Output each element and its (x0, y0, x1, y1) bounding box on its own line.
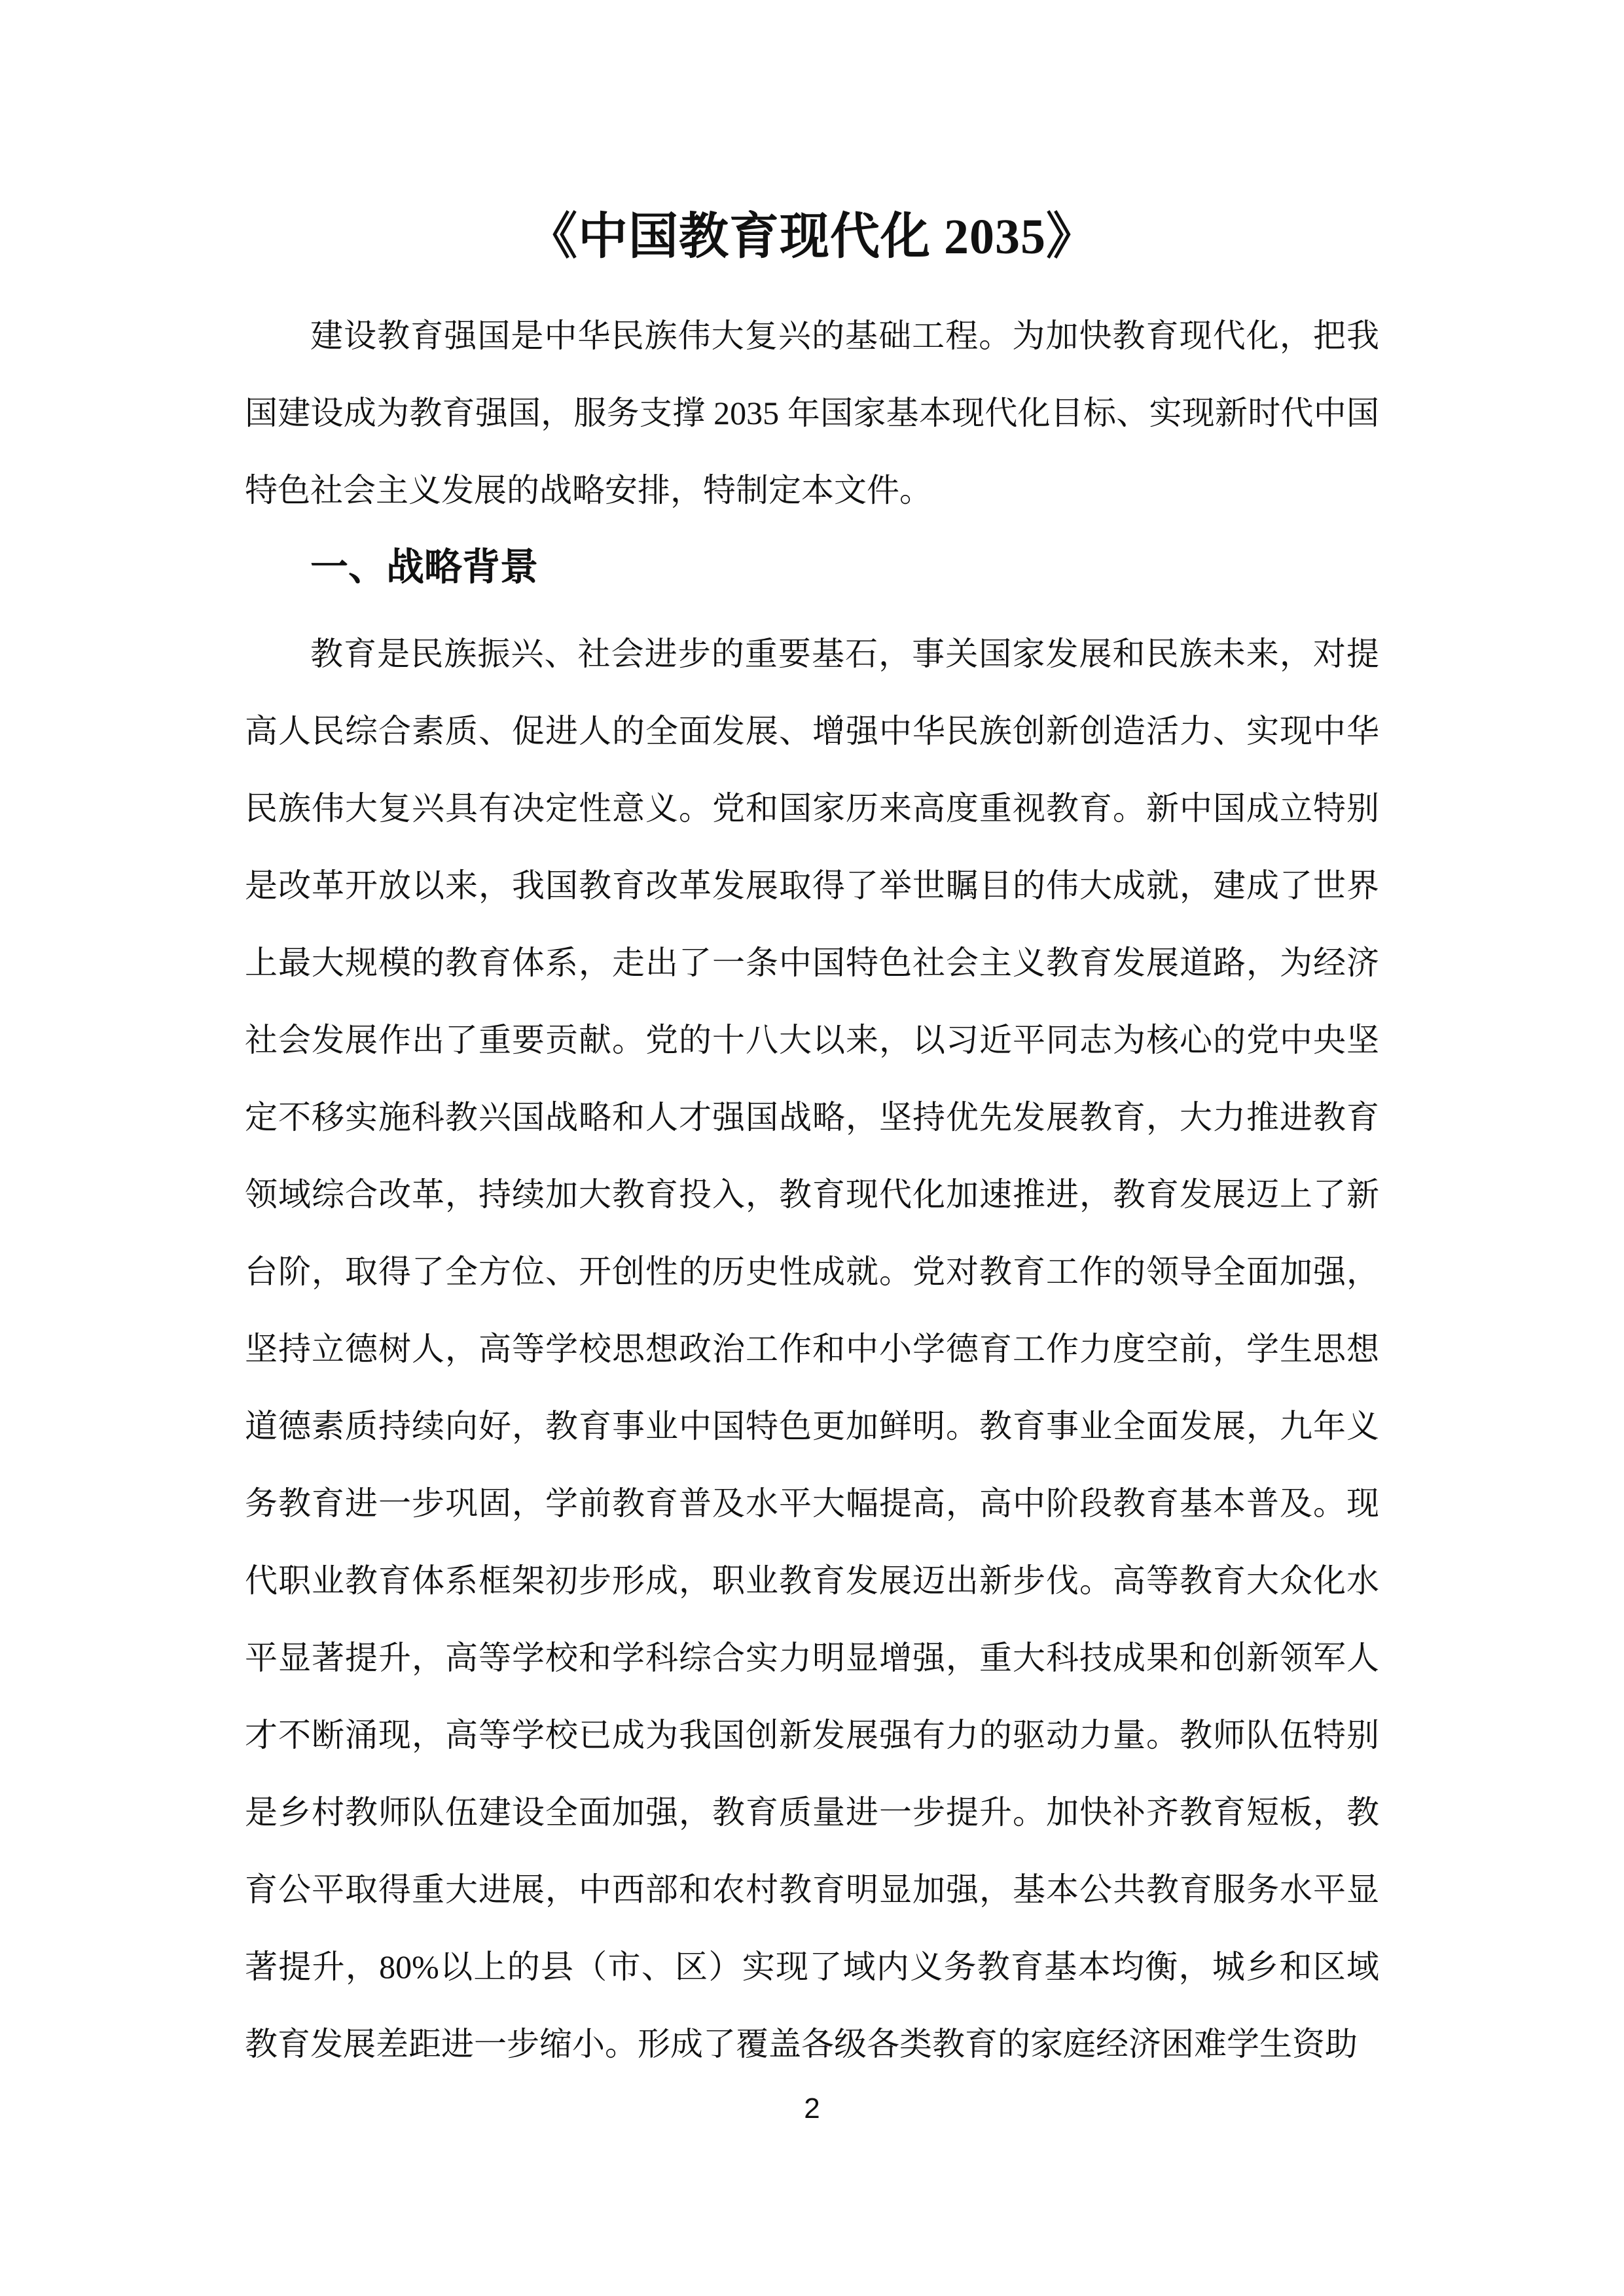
page-footer (0, 2093, 1624, 2125)
document-body (245, 297, 1379, 2083)
document-title: 《中国教育现代化 2035》 (528, 209, 1096, 264)
page-number: 2 (804, 2092, 820, 2125)
section-paragraph: 教育是民族振兴、社会进步的重要基石，事关国家发展和民族未来，对提高人民综合素质、促进人的全面发展、增强中华民族创新创造活力、实现中华民族伟大复兴具有决定性意义。党和国家历来高度重视教育。新中国成立特别是改革开放以来，我国教育改革发展取得了举世瞩目的伟大成就，建成了世界上最大规模的教育体系，走出了一条中国特色社会主义教育发展道路，为经济社会发展作出了重要贡献。党的十八大以来，以习近平同志为核心的党中央坚定不移实施科教兴国战略和人才强国战略，坚持优先发展教育，大力推进教育领域综合改革，持续加大教育投入，教育现代化加速推进，教育发展迈上了新台阶，取得了全方位、开创性的历史性成就。党对教育工作的领导全面加强，坚持立德树人，高等学校思想政治工作和中小学德育工作力度空前，学生思想道德素质持续向好，教育事业中国特色更加鲜明。教育事业全面发展，九年义务教育进一步巩固，学前教育普及水平大幅提高，高中阶段教育基本普及。现代职业教育体系框架初步形成，职业教育发展迈出新步伐。高等教育大众化水平显著提升，高等学校和学科综合实力明显增强，重大科技成果和创新领军人才不断涌现，高等学校已成为我国创新发展强有力的驱动力量。教师队伍特别是乡村教师队伍建设全面加强，教育质量进一步提升。加快补齐教育短板，教育公平取得重大进展，中西部和农村教育明显加强，基本公共教育服务水平显著提升，80%以上的县（市、区）实现了域内义务教育基本均衡，城乡和区域教育发展差距进一步缩小。形成了覆盖各级各类教育的家庭经济困难学生资助 (245, 636, 1379, 2062)
intro-paragraph: 建设教育强国是中华民族伟大复兴的基础工程。为加快教育现代化，把我国建设成为教育强国，服务支撑 2035 年国家基本现代化目标、实现新时代中国特色社会主义发展的战略安排，特制定本文件。 (245, 317, 1379, 509)
section-heading-strategic-background: 一、战略背景 (310, 546, 539, 588)
